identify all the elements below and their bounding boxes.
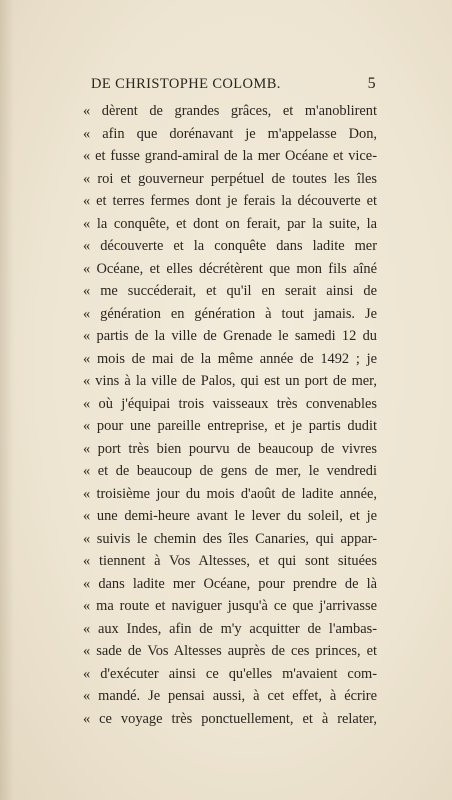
text-line: « génération en génération à tout jamais. Je [83, 305, 377, 322]
text-line: « une demi-heure avant le lever du soleil, et je [83, 508, 377, 524]
page-edge-shadow [0, 0, 14, 800]
text-line: « découverte et la conquête dans ladite mer [83, 238, 377, 254]
text-line: « la conquête, et dont on ferait, par la suite, la [83, 215, 377, 232]
text-line: « troisième jour du mois d'août de ladite année, [83, 485, 377, 502]
text-line: « mandé. Je pensai aussi, à cet effet, à écrire [83, 688, 377, 704]
text-line: « où j'équipai trois vaisseaux très convenables [83, 395, 377, 412]
text-line: « aux Indes, afin de m'y acquitter de l'ambas- [83, 620, 377, 637]
running-head: DE CHRISTOPHE COLOMB. [91, 76, 281, 92]
text-line: « dèrent de grandes grâces, et m'anoblirent [83, 103, 377, 119]
text-line: « vins à la ville de Palos, qui est un port de mer, [83, 373, 377, 389]
text-line: « d'exécuter ainsi ce qu'elles m'avaient com- [83, 665, 377, 682]
text-line: « port très bien pourvu de beaucoup de vivres [83, 440, 377, 457]
text-line: « et terres fermes dont je ferais la découverte et [83, 193, 377, 209]
text-line: « mois de mai de la même année de 1492 ; je [83, 350, 377, 367]
text-line: « dans ladite mer Océane, pour prendre de là [83, 575, 377, 592]
text-line: « pour une pareille entreprise, et je partis dudit [83, 418, 377, 434]
text-line: « partis de la ville de Grenade le samedi 12 du [83, 328, 377, 344]
text-line: « me succéderait, et qu'il en serait ainsi de [83, 283, 377, 299]
text-line: « et de beaucoup de gens de mer, le vendredi [83, 463, 377, 479]
text-line: « ma route et naviguer jusqu'à ce que j'arrivasse [83, 598, 377, 614]
text-line: « suivis le chemin des îles Canaries, qui appar- [83, 530, 377, 547]
text-line: « afin que dorénavant je m'appelasse Don, [83, 125, 377, 142]
text-line: « ce voyage très ponctuellement, et à relater, [83, 710, 377, 727]
page-header [91, 76, 376, 96]
body-text [83, 100, 377, 730]
text-line: « roi et gouverneur perpétuel de toutes les îles [83, 170, 377, 187]
page-number: 5 [367, 75, 376, 92]
text-line: « Océane, et elles décrétèrent que mon fils aîné [83, 260, 377, 277]
text-line: « sade de Vos Altesses auprès de ces princes, et [83, 643, 377, 659]
text-line: « et fusse grand-amiral de la mer Océane et vice- [83, 148, 377, 164]
text-line: « tiennent à Vos Altesses, et qui sont situées [83, 553, 377, 569]
